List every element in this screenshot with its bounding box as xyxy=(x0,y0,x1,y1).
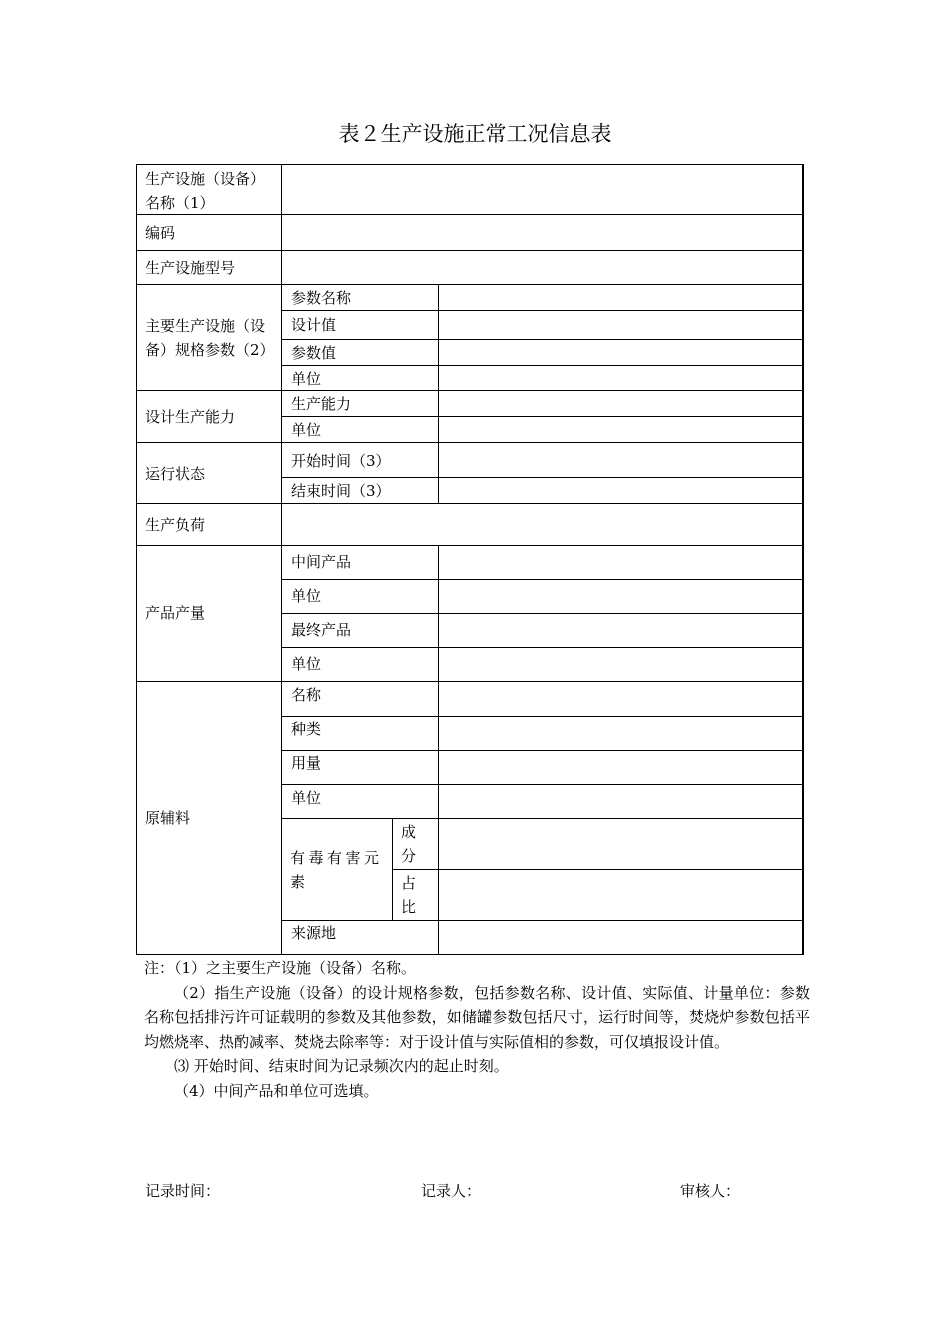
label-toxic-component: 成分 xyxy=(401,823,417,865)
label-capacity-unit: 单位 xyxy=(291,421,322,439)
label-mat-unit: 单位 xyxy=(291,789,322,807)
label-toxic: 有毒有害元素 xyxy=(290,849,383,891)
note-4: （4）中间产品和单位可选填。 xyxy=(174,1081,379,1100)
page-title: 表２生产设施正常工况信息表 xyxy=(338,122,612,146)
notes xyxy=(144,956,810,1103)
label-origin: 来源地 xyxy=(291,924,337,942)
label-code: 编码 xyxy=(145,224,176,242)
label-materials: 原辅料 xyxy=(145,809,191,827)
recorder-label: 记录人： xyxy=(421,1182,482,1200)
label-design-capacity: 设计生产能力 xyxy=(145,408,236,426)
record-time-label: 记录时间： xyxy=(145,1182,221,1200)
label-intermediate-unit: 单位 xyxy=(291,587,322,605)
reviewer-label: 审核人： xyxy=(680,1182,741,1200)
label-final-unit: 单位 xyxy=(291,655,322,673)
label-mat-type: 种类 xyxy=(291,720,322,738)
note-3: ⑶ 开始时间、结束时间为记录频次内的起止时刻。 xyxy=(174,1057,509,1075)
label-final: 最终产品 xyxy=(291,621,352,639)
note-1: 注：（1）之主要生产设施（设备）名称。 xyxy=(144,959,417,977)
label-end-time: 结束时间（3） xyxy=(291,482,391,500)
label-facility-name: 生产设施（设备）名称（1） xyxy=(145,170,266,212)
label-toxic-ratio: 占比 xyxy=(401,874,417,916)
label-param-name: 参数名称 xyxy=(291,289,352,307)
label-output: 产品产量 xyxy=(145,604,206,622)
label-model: 生产设施型号 xyxy=(145,259,236,277)
label-start-time: 开始时间（3） xyxy=(291,452,391,470)
label-spec-unit: 单位 xyxy=(291,370,322,388)
label-load: 生产负荷 xyxy=(145,516,206,534)
label-intermediate: 中间产品 xyxy=(291,553,352,571)
label-run-status: 运行状态 xyxy=(145,465,206,483)
label-mat-name: 名称 xyxy=(291,686,322,704)
label-spec-params: 主要生产设施（设备）规格参数（2） xyxy=(145,317,275,359)
label-capacity: 生产能力 xyxy=(291,395,352,413)
note-2: （2）指生产设施（设备）的设计规格参数，包括参数名称、设计值、实际值、计量单位：参数名称包括排污许可证载明的参数及其他参数，如储罐参数包括尺寸，运行时间等，焚烧炉参数包括平均燃烧率、热酌减率、焚烧去除率等：对于设计值与实际值相的参数，可仅填报设计值。 xyxy=(144,983,810,1051)
label-design-value: 设计值 xyxy=(291,316,337,334)
label-param-value: 参数值 xyxy=(291,344,337,362)
label-mat-amount: 用量 xyxy=(291,754,322,772)
